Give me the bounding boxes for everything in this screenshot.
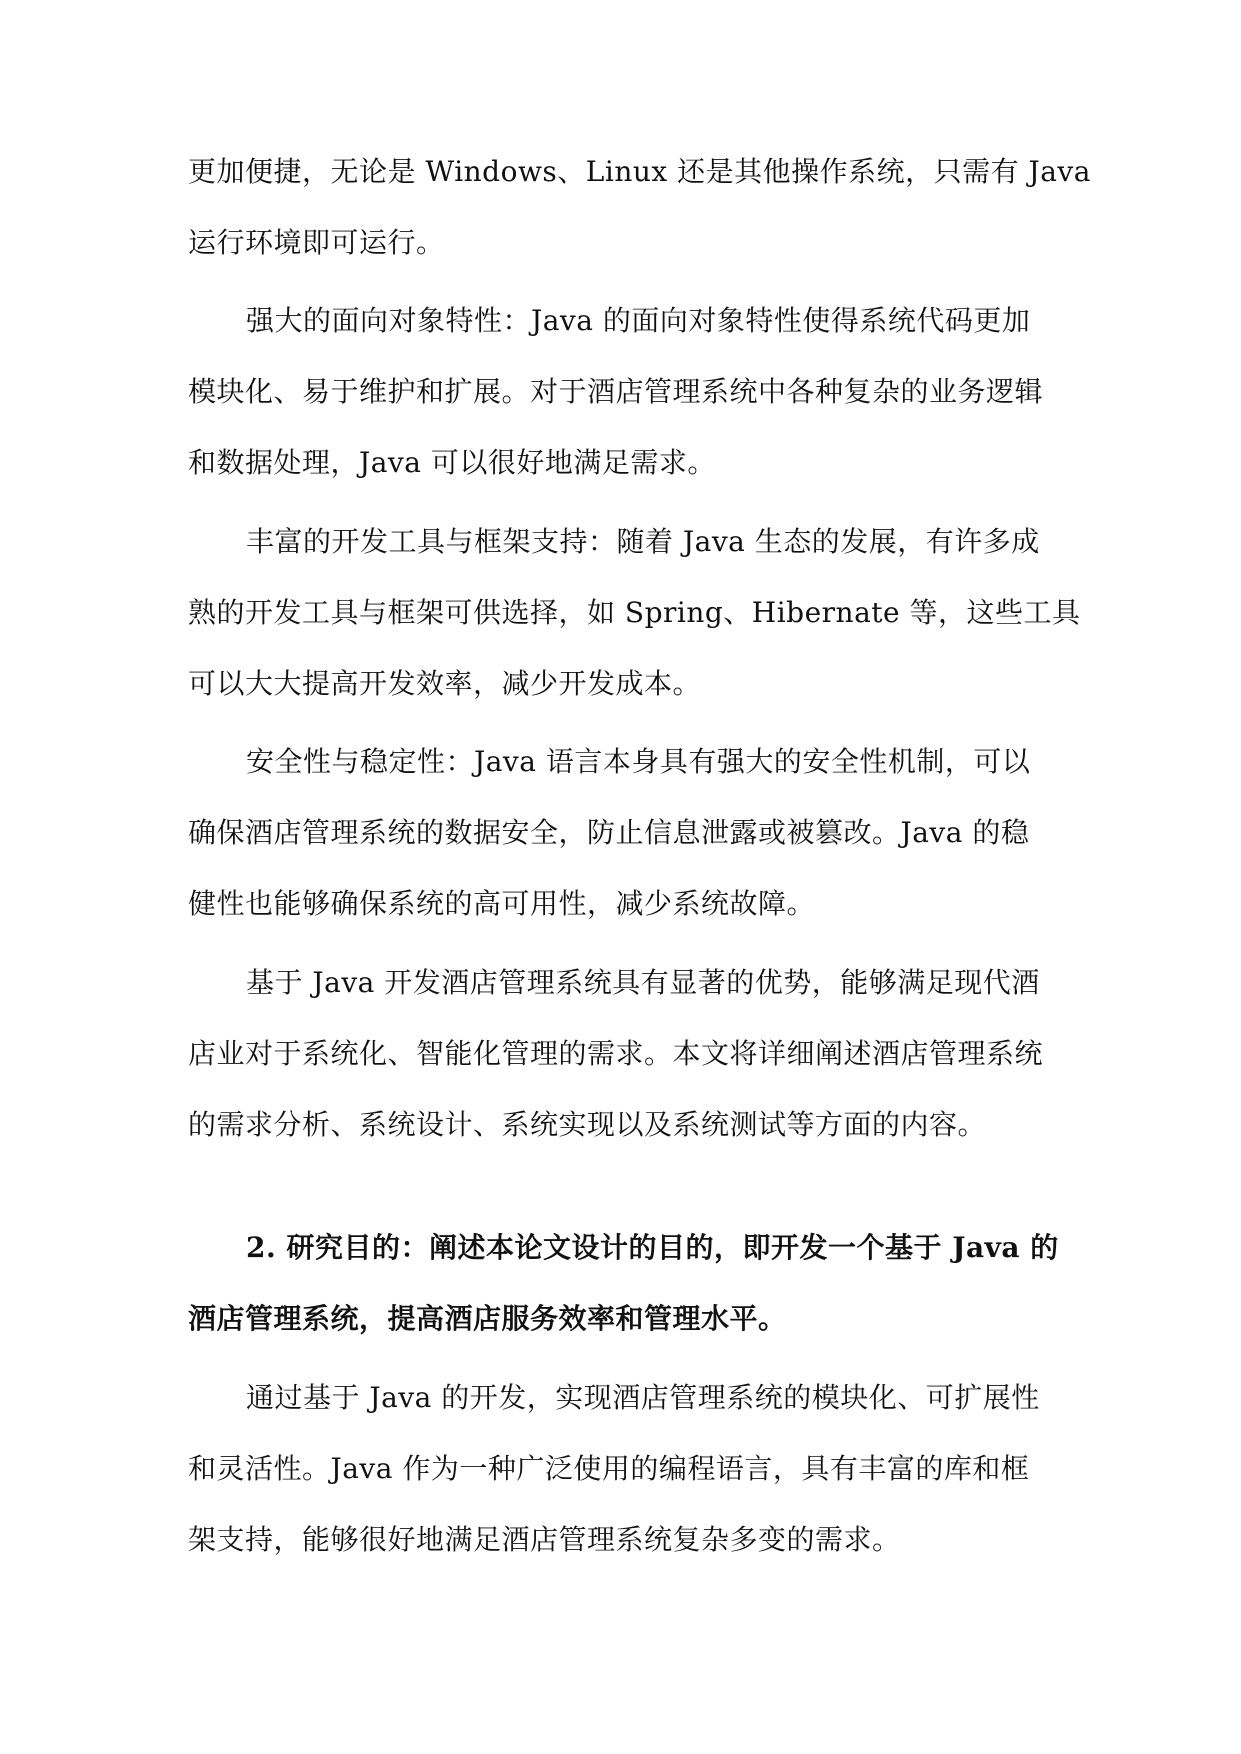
paragraph-line: 更加便捷，无论是 Windows、Linux 还是其他操作系统，只需有 Java — [188, 155, 1091, 188]
paragraph-line: 丰富的开发工具与框架支持：随着 Java 生态的发展，有许多成 — [246, 525, 1040, 558]
paragraph-line: 运行环境即可运行。 — [188, 226, 445, 259]
paragraph-line: 店业对于系统化、智能化管理的需求。本文将详细阐述酒店管理系统 — [188, 1037, 1044, 1070]
paragraph-line: 熟的开发工具与框架可供选择，如 Spring、Hibernate 等，这些工具 — [188, 596, 1081, 629]
paragraph-line: 通过基于 Java 的开发，实现酒店管理系统的模块化、可扩展性 — [246, 1381, 1040, 1414]
paragraph-line: 安全性与稳定性：Java 语言本身具有强大的安全性机制，可以 — [246, 745, 1031, 778]
paragraph-line: 和灵活性。Java 作为一种广泛使用的编程语言，具有丰富的库和框 — [188, 1452, 1030, 1485]
paragraph-line: 模块化、易于维护和扩展。对于酒店管理系统中各种复杂的业务逻辑 — [188, 375, 1044, 408]
section-heading-line: 酒店管理系统，提高酒店服务效率和管理水平。 — [188, 1302, 787, 1335]
paragraph-line: 可以大大提高开发效率，减少开发成本。 — [188, 667, 702, 700]
paragraph-line: 健性也能够确保系统的高可用性，减少系统故障。 — [188, 887, 816, 920]
paragraph-line: 强大的面向对象特性：Java 的面向对象特性使得系统代码更加 — [246, 304, 1031, 337]
paragraph-line: 基于 Java 开发酒店管理系统具有显著的优势，能够满足现代酒 — [246, 966, 1040, 999]
paragraph-line: 架支持，能够很好地满足酒店管理系统复杂多变的需求。 — [188, 1523, 901, 1556]
paragraph-line: 和数据处理，Java 可以很好地满足需求。 — [188, 446, 716, 479]
paragraph-line: 确保酒店管理系统的数据安全，防止信息泄露或被篡改。Java 的稳 — [188, 816, 1030, 849]
paragraph-line: 的需求分析、系统设计、系统实现以及系统测试等方面的内容。 — [188, 1108, 987, 1141]
section-heading-line: 2. 研究目的：阐述本论文设计的目的，即开发一个基于 Java 的 — [246, 1231, 1059, 1264]
